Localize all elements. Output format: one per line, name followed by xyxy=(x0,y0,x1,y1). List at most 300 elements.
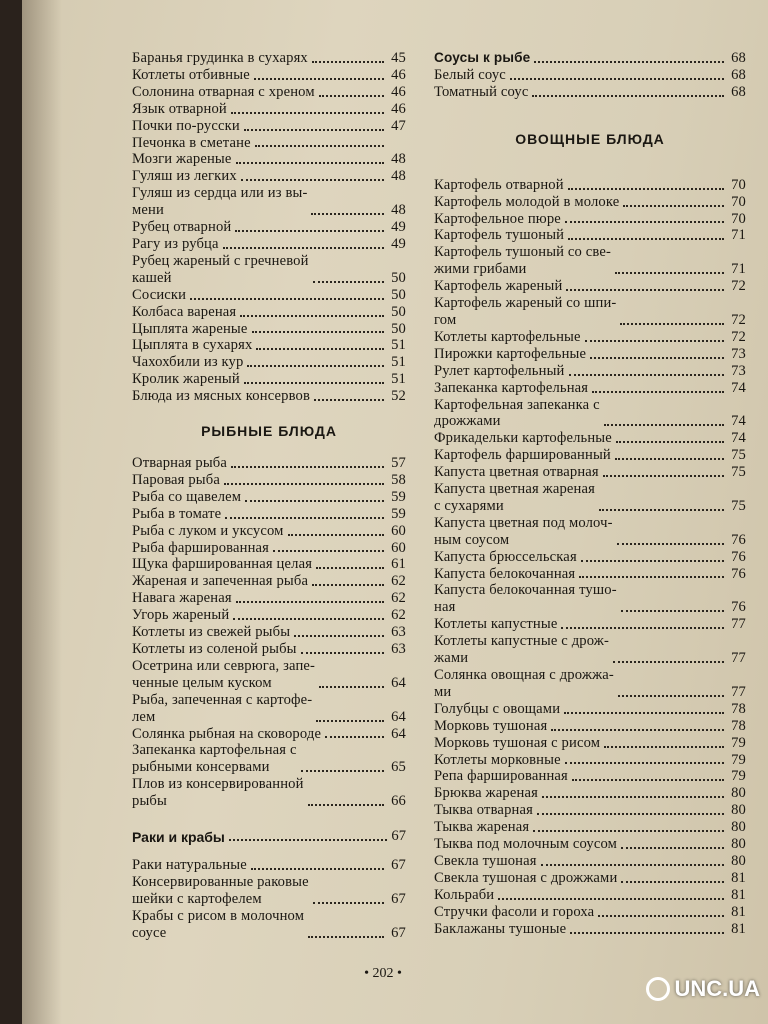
toc-entry-title: Крабы с рисом в молочном соусе xyxy=(132,907,305,941)
leader-dots xyxy=(621,881,724,883)
toc-entry xyxy=(132,151,406,168)
toc-entry xyxy=(434,718,746,735)
toc-entry xyxy=(132,354,406,371)
toc-entry xyxy=(434,768,746,785)
toc-entry xyxy=(132,185,406,219)
toc-entry-title: Чахохбили из кур xyxy=(132,354,244,371)
toc-entry-title: Котлеты капустные xyxy=(434,616,558,633)
toc-entry-page: 46 xyxy=(391,66,406,83)
toc-entry xyxy=(132,321,406,338)
sun-logo-icon xyxy=(646,977,670,1001)
toc-entry-page: 72 xyxy=(731,328,746,345)
toc-entry-page: 78 xyxy=(731,700,746,717)
toc-entry-page: 57 xyxy=(391,455,406,472)
toc-entry-title: Пирожки картофельные xyxy=(434,345,587,362)
toc-entry-title: Осетрина или севрюга, запе- ченные целым куском xyxy=(132,657,316,691)
toc-entry xyxy=(434,430,746,447)
leader-dots xyxy=(604,746,724,748)
toc-entry xyxy=(132,908,406,942)
toc-entry-title: Котлеты морковные xyxy=(434,751,561,768)
leader-dots xyxy=(301,652,384,654)
toc-entry xyxy=(434,177,746,194)
toc-entry xyxy=(132,168,406,185)
toc-entry-page: 76 xyxy=(731,599,746,616)
leader-dots xyxy=(308,804,384,806)
toc-entry-title: Язык отварной xyxy=(132,100,227,117)
toc-entry xyxy=(434,549,746,566)
toc-entry-title: Брюква жареная xyxy=(434,785,538,802)
toc-entry xyxy=(434,887,746,904)
toc-entry-title: Солянка овощная с дрожжа- ми xyxy=(434,667,614,700)
leader-dots xyxy=(533,830,724,832)
toc-entry xyxy=(132,388,406,405)
toc-entry xyxy=(434,667,746,701)
toc-entry-page: 58 xyxy=(391,471,406,488)
toc-entry xyxy=(132,523,406,540)
toc-entry-page: 63 xyxy=(391,624,406,641)
toc-entry-title: Запеканка картофельная с рыбными консервами xyxy=(132,742,297,776)
leader-dots xyxy=(534,61,724,63)
toc-entry-title: Солонина отварная с хреном xyxy=(132,83,315,100)
leader-dots xyxy=(316,567,384,569)
toc-entry-page: 66 xyxy=(391,793,406,810)
toc-entry-page: 50 xyxy=(391,303,406,320)
toc-entry-page: 81 xyxy=(731,903,746,920)
leader-dots xyxy=(537,813,724,815)
leader-dots xyxy=(244,129,384,131)
toc-entry-title: Раки натуральные xyxy=(132,857,247,874)
toc-entry-page: 49 xyxy=(391,235,406,252)
leader-dots xyxy=(294,635,384,637)
toc-entry xyxy=(434,380,746,397)
leader-dots xyxy=(308,936,384,938)
leader-dots xyxy=(613,661,724,663)
toc-entry-page: 50 xyxy=(391,286,406,303)
toc-entry xyxy=(132,84,406,101)
toc-entry-title: Рыба в томате xyxy=(132,505,222,522)
leader-dots xyxy=(621,610,724,612)
toc-entry-title: Почки по-русски xyxy=(132,117,240,134)
toc-entry xyxy=(434,515,746,549)
toc-entry xyxy=(434,566,746,583)
toc-entry-page: 67 xyxy=(391,857,406,874)
toc-entry-page: 77 xyxy=(731,650,746,667)
toc-entry xyxy=(132,287,406,304)
toc-entry-title: Рыба со щавелем xyxy=(132,488,242,505)
toc-entry-page: 48 xyxy=(391,202,406,219)
crab-heading-title: Раки и крабы xyxy=(132,829,225,846)
toc-entry-page: 60 xyxy=(391,522,406,539)
toc-entry xyxy=(434,819,746,836)
crab-heading-page: 67 xyxy=(391,828,406,845)
toc-entry xyxy=(434,329,746,346)
sauce-entries-list xyxy=(434,50,746,101)
leader-dots xyxy=(319,686,384,688)
toc-entry xyxy=(434,295,746,329)
toc-entry-page: 47 xyxy=(391,117,406,134)
toc-entry-page: 70 xyxy=(731,210,746,227)
toc-entry-title: Кольраби xyxy=(434,886,495,903)
toc-entry-title: Котлеты капустные с дрож- жами xyxy=(434,633,610,667)
toc-entry-page: 51 xyxy=(391,371,406,388)
toc-entry xyxy=(132,489,406,506)
vegetable-entries-list xyxy=(434,177,746,938)
toc-entry-title: Рубец жареный с гречневой кашей xyxy=(132,252,309,286)
toc-entry xyxy=(434,921,746,938)
toc-entry xyxy=(132,726,406,743)
toc-entry-page: 79 xyxy=(731,734,746,751)
toc-entry xyxy=(434,50,746,67)
toc-entry xyxy=(132,590,406,607)
toc-entry-page: 48 xyxy=(391,151,406,168)
toc-entry-title: Котлеты из свежей рыбы xyxy=(132,624,291,641)
toc-entry xyxy=(434,582,746,616)
fish-entries-list xyxy=(132,455,406,810)
toc-entry-title: Цыплята в сухарях xyxy=(132,337,253,354)
toc-entry xyxy=(434,464,746,481)
toc-entry xyxy=(132,371,406,388)
toc-entry-page: 50 xyxy=(391,269,406,286)
toc-entry-title: Морковь тушоная с рисом xyxy=(434,734,601,751)
leader-dots xyxy=(245,500,384,502)
leader-dots xyxy=(311,213,384,215)
toc-entry-title: Картофель жареный со шпи- гом xyxy=(434,295,617,328)
toc-entry-page: 45 xyxy=(391,50,406,66)
leader-dots xyxy=(617,543,724,545)
toc-entry xyxy=(132,874,406,908)
toc-entry-page: 80 xyxy=(731,785,746,802)
toc-entry-title: Фрикадельки картофельные xyxy=(434,430,612,447)
leader-dots xyxy=(590,357,724,359)
toc-entry-title: Рубец отварной xyxy=(132,219,232,236)
toc-entry xyxy=(132,540,406,557)
toc-entry-title: Тыква отварная xyxy=(434,802,533,819)
toc-entry-title: Морковь тушоная xyxy=(434,717,548,734)
leader-dots xyxy=(255,145,384,147)
toc-entry xyxy=(434,633,746,667)
toc-entry xyxy=(434,701,746,718)
toc-entry-title: Картофель фаршированный xyxy=(434,447,611,464)
book-page xyxy=(22,0,768,1024)
toc-entry-title: Картофельное пюре xyxy=(434,210,561,227)
leader-dots xyxy=(313,281,384,283)
toc-entry-title: Плов из консервированной рыбы xyxy=(132,776,304,810)
toc-entry-page: 78 xyxy=(731,717,746,734)
crab-entries-list xyxy=(132,857,406,942)
toc-entry xyxy=(132,101,406,118)
toc-entry-title: Капуста цветная под молоч- ным соусом xyxy=(434,514,613,548)
toc-entry-title: Паровая рыба xyxy=(132,471,220,488)
toc-entry-title: Навага жареная xyxy=(132,590,232,607)
leader-dots xyxy=(498,898,724,900)
toc-entry xyxy=(434,84,746,101)
toc-entry-page: 64 xyxy=(391,725,406,742)
toc-entry xyxy=(434,853,746,870)
toc-entry-page: 72 xyxy=(731,278,746,295)
leader-dots xyxy=(585,340,724,342)
toc-entry-title: Блюда из мясных консервов xyxy=(132,388,311,405)
leader-dots xyxy=(314,399,384,401)
leader-dots xyxy=(603,475,724,477)
toc-entry-title: Картофель тушоный со све- жими грибами xyxy=(434,244,612,278)
toc-entry-title: Сосиски xyxy=(132,286,187,303)
toc-entry-title: Баклажаны тушоные xyxy=(434,920,567,937)
toc-entry-title: Гуляш из легких xyxy=(132,168,237,185)
toc-entry xyxy=(434,616,746,633)
toc-entry xyxy=(434,363,746,380)
toc-entry-title: Солянка рыбная на сковороде xyxy=(132,725,322,742)
leader-dots xyxy=(256,348,384,350)
leader-dots xyxy=(251,868,384,870)
leader-dots xyxy=(572,779,724,781)
toc-entry-page: 70 xyxy=(731,193,746,210)
leader-dots xyxy=(313,902,384,904)
toc-entry-title: Гуляш из сердца или из вы- мени xyxy=(132,185,308,219)
toc-entry-page: 81 xyxy=(731,869,746,886)
toc-entry-title: Томатный соус xyxy=(434,83,529,100)
toc-entry xyxy=(434,904,746,921)
toc-entry xyxy=(132,67,406,84)
toc-entry-page: 62 xyxy=(391,590,406,607)
toc-entry-title: Кролик жареный xyxy=(132,371,240,388)
toc-entry-page: 64 xyxy=(391,674,406,691)
leader-dots xyxy=(599,509,724,511)
toc-entry xyxy=(132,857,406,874)
toc-entry xyxy=(132,692,406,726)
leader-dots xyxy=(223,247,384,249)
leader-dots xyxy=(225,517,384,519)
toc-entry xyxy=(434,447,746,464)
leader-dots xyxy=(564,712,724,714)
toc-entry-title: Картофель отварной xyxy=(434,176,564,193)
leader-dots xyxy=(231,466,384,468)
leader-dots xyxy=(618,695,724,697)
toc-entry xyxy=(434,397,746,431)
crab-section-heading xyxy=(132,828,406,845)
toc-entry-title: Колбаса вареная xyxy=(132,303,237,320)
leader-dots xyxy=(231,112,384,114)
leader-dots xyxy=(236,601,384,603)
leader-dots xyxy=(616,441,724,443)
leader-dots xyxy=(241,179,384,181)
toc-entry-title: Рулет картофельный xyxy=(434,362,565,379)
toc-entry-page: 77 xyxy=(731,683,746,700)
leader-dots xyxy=(579,576,724,578)
leader-dots xyxy=(236,162,385,164)
toc-entry-page: 70 xyxy=(731,176,746,193)
toc-entry-title: Мозги жареные xyxy=(132,151,232,168)
toc-entry xyxy=(132,236,406,253)
toc-entry-title: Стручки фасоли и гороха xyxy=(434,903,595,920)
toc-entry-title: Жареная и запеченная рыба xyxy=(132,573,309,590)
toc-entry xyxy=(434,802,746,819)
toc-entry-title: Рагу из рубца xyxy=(132,235,219,252)
toc-entry xyxy=(132,253,406,287)
toc-entry-title: Голубцы с овощами xyxy=(434,700,561,717)
toc-entry-page: 74 xyxy=(731,430,746,447)
toc-entry xyxy=(132,624,406,641)
leader-dots xyxy=(592,391,724,393)
toc-entry-page: 64 xyxy=(391,708,406,725)
toc-entry-title: Отварная рыба xyxy=(132,455,227,472)
leader-dots xyxy=(581,560,724,562)
toc-entry-page: 48 xyxy=(391,168,406,185)
toc-entry-page: 52 xyxy=(391,388,406,405)
leader-dots xyxy=(551,729,724,731)
toc-entry xyxy=(132,118,406,135)
leader-dots xyxy=(288,534,384,536)
toc-entry-page: 49 xyxy=(391,219,406,236)
toc-entry-page: 81 xyxy=(731,886,746,903)
toc-entry-title: Котлеты отбивные xyxy=(132,66,250,83)
toc-entry-page: 80 xyxy=(731,836,746,853)
toc-entry-page: 76 xyxy=(731,531,746,548)
toc-entry-page: 75 xyxy=(731,464,746,481)
toc-entry-title: Рыба фаршированная xyxy=(132,539,270,556)
toc-entry-title: Свекла тушоная с дрожжами xyxy=(434,869,618,886)
toc-entry-page: 73 xyxy=(731,362,746,379)
watermark-text: UNC.UA xyxy=(674,976,760,1001)
toc-entry-title: Печонка в сметане xyxy=(132,134,251,151)
toc-entry-title: Тыква жареная xyxy=(434,819,530,836)
toc-entry-page: 59 xyxy=(391,505,406,522)
toc-entry-title: Баранья грудинка в сухарях xyxy=(132,50,308,66)
toc-entry xyxy=(434,346,746,363)
toc-entry-title: Капуста белокочанная тушо- ная xyxy=(434,582,617,616)
toc-entry-page: 62 xyxy=(391,607,406,624)
leader-dots xyxy=(615,458,724,460)
toc-entry-page: 68 xyxy=(731,83,746,100)
watermark xyxy=(646,976,760,1002)
toc-entry-page: 77 xyxy=(731,616,746,633)
toc-entry-title: Репа фаршированная xyxy=(434,768,568,785)
toc-entry xyxy=(132,776,406,810)
toc-entry xyxy=(132,573,406,590)
leader-dots xyxy=(541,864,724,866)
toc-entry xyxy=(132,135,406,152)
toc-entry-title: Цыплята жареные xyxy=(132,320,248,337)
leader-dots xyxy=(229,839,388,841)
toc-entry xyxy=(434,227,746,244)
toc-entry-title: Угорь жареный xyxy=(132,607,230,624)
toc-entry-page: 50 xyxy=(391,320,406,337)
toc-entry xyxy=(132,219,406,236)
toc-entry-page: 68 xyxy=(731,66,746,83)
leader-dots xyxy=(604,424,724,426)
toc-entry xyxy=(132,658,406,692)
left-column xyxy=(132,50,406,942)
toc-entry-title: Картофель жареный xyxy=(434,278,563,295)
toc-entry-page: 61 xyxy=(391,556,406,573)
leader-dots xyxy=(623,205,724,207)
page-number: • 202 • xyxy=(364,966,402,981)
toc-entry-title: Белый соус xyxy=(434,66,506,83)
toc-entry-page: 80 xyxy=(731,819,746,836)
leader-dots xyxy=(620,323,724,325)
leader-dots xyxy=(615,272,724,274)
toc-entry-title: Картофельная запеканка с дрожжами xyxy=(434,396,600,430)
toc-entry-page: 73 xyxy=(731,345,746,362)
toc-entry xyxy=(132,472,406,489)
leader-dots xyxy=(568,238,724,240)
toc-entry-title: Запеканка картофельная xyxy=(434,379,589,396)
toc-entry xyxy=(434,211,746,228)
toc-entry-title: Свекла тушоная xyxy=(434,852,537,869)
leader-dots xyxy=(240,315,384,317)
right-column xyxy=(434,50,746,938)
leader-dots xyxy=(565,762,724,764)
toc-entry xyxy=(434,735,746,752)
toc-entry-title: Картофель молодой в молоке xyxy=(434,193,620,210)
toc-entry xyxy=(132,455,406,472)
toc-entry-page: 60 xyxy=(391,539,406,556)
toc-entry-page: 80 xyxy=(731,802,746,819)
leader-dots xyxy=(568,188,724,190)
leader-dots xyxy=(273,550,384,552)
toc-entry-page: 51 xyxy=(391,337,406,354)
toc-entry xyxy=(434,244,746,278)
toc-entry-page: 67 xyxy=(391,890,406,907)
toc-entry xyxy=(132,607,406,624)
toc-entry-page: 74 xyxy=(731,379,746,396)
leader-dots xyxy=(598,915,724,917)
toc-entry-title: Капуста цветная отварная xyxy=(434,464,599,481)
toc-entry-title: Котлеты картофельные xyxy=(434,328,581,345)
toc-entry-page: 67 xyxy=(391,924,406,941)
fish-section-heading: РЫБНЫЕ БЛЮДА xyxy=(201,423,337,440)
toc-entry-page: 63 xyxy=(391,641,406,657)
toc-entry-title: Рыба с луком и уксусом xyxy=(132,522,284,539)
leader-dots xyxy=(561,627,724,629)
toc-entry xyxy=(132,337,406,354)
toc-entry-title: Тыква под молочным соусом xyxy=(434,836,618,853)
leader-dots xyxy=(325,736,384,738)
toc-entry xyxy=(132,742,406,776)
leader-dots xyxy=(312,584,384,586)
leader-dots xyxy=(319,95,384,97)
vegetable-section-heading: ОВОЩНЫЕ БЛЮДА xyxy=(515,130,665,147)
toc-entry-page: 76 xyxy=(731,548,746,565)
toc-entry-page: 71 xyxy=(731,261,746,278)
leader-dots xyxy=(224,483,384,485)
toc-entry-page: 80 xyxy=(731,852,746,869)
toc-entry-page: 68 xyxy=(731,50,746,66)
toc-entry-page: 72 xyxy=(731,311,746,328)
toc-entry-page: 76 xyxy=(731,565,746,582)
toc-entry xyxy=(132,304,406,321)
leader-dots xyxy=(252,331,384,333)
leader-dots xyxy=(233,618,384,620)
leader-dots xyxy=(532,95,724,97)
leader-dots xyxy=(570,932,724,934)
leader-dots xyxy=(190,298,384,300)
toc-entry-title: Рыба, запеченная с картофе- лем xyxy=(132,691,313,725)
leader-dots xyxy=(316,720,384,722)
leader-dots xyxy=(254,78,384,80)
toc-entry-title: Соусы к рыбе xyxy=(434,50,531,65)
toc-entry xyxy=(434,67,746,84)
toc-entry-page: 59 xyxy=(391,488,406,505)
leader-dots xyxy=(235,230,384,232)
toc-entry xyxy=(434,481,746,515)
toc-entry-page: 79 xyxy=(731,751,746,768)
meat-entries-list xyxy=(132,50,406,405)
toc-entry xyxy=(132,641,406,658)
toc-entry-page: 79 xyxy=(731,768,746,785)
toc-entry-page: 46 xyxy=(391,100,406,117)
toc-entry-title: Котлеты из соленой рыбы xyxy=(132,641,297,657)
leader-dots xyxy=(301,770,384,772)
